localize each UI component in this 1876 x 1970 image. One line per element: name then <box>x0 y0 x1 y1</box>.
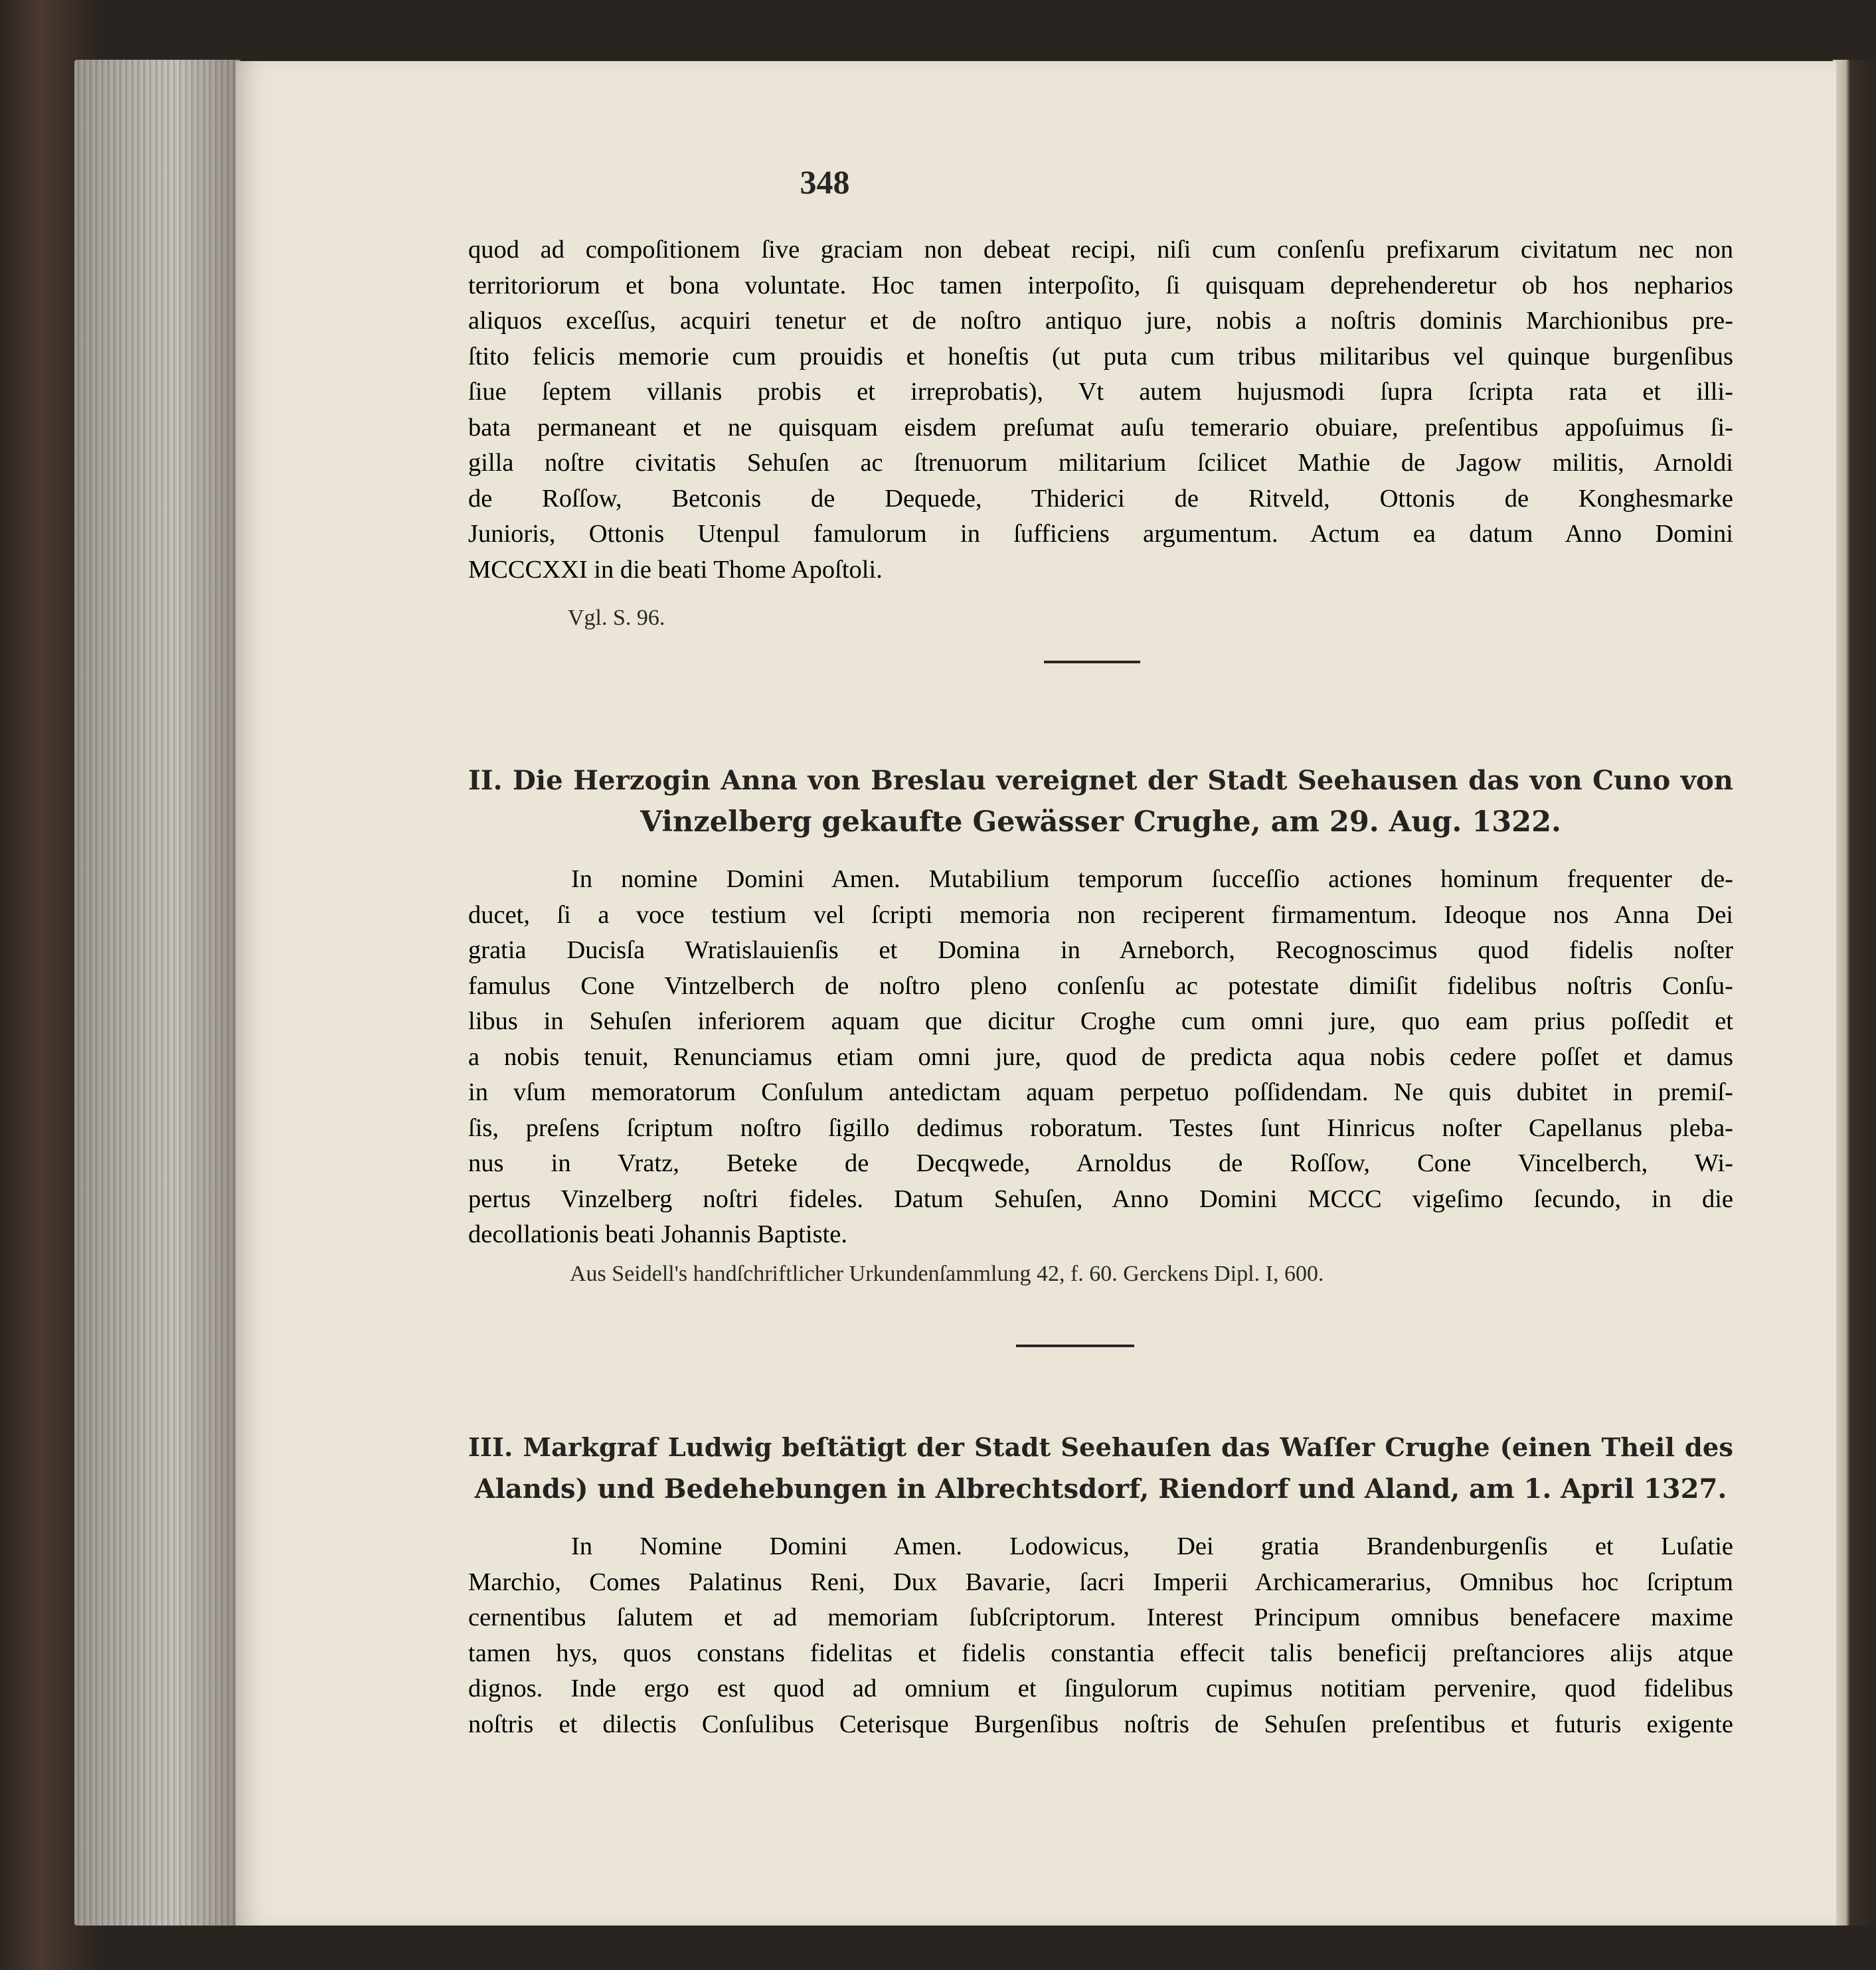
section-1-reference: Vgl. S. 96. <box>568 606 665 630</box>
text-line: gilla noſtre civitatis Sehuſen ac ſtrenuorum militarium ſcilicet Mathie de Jagow militis, Arnoldi <box>468 449 1733 477</box>
section-3-heading <box>468 1428 1733 1510</box>
text-line: a nobis tenuit, Renunciamus etiam omni jure, quod de predicta aqua nobis cedere poſſet et damus <box>468 1042 1733 1071</box>
text-line: bata permaneant et ne quisquam eisdem preſumat auſu temerario obuiare, preſentibus appoſuimus ſi- <box>468 413 1733 442</box>
separator-rule <box>1016 1345 1134 1347</box>
text-line: decollationis beati Johannis Baptiste. <box>468 1220 847 1248</box>
text-line: cernentibus ſalutem et ad memoriam ſubſcriptorum. Interest Principum omnibus benefacere maxime <box>468 1603 1733 1631</box>
text-line: libus in Sehuſen inferiorem aquam que dicitur Croghe cum omni jure, quo eam prius poſſedit et <box>468 1007 1733 1035</box>
text-line: pertus Vinzelberg noſtri fideles. Datum Sehuſen, Anno Domini MCCC vigeſimo ſecundo, in die <box>468 1185 1733 1213</box>
separator-rule <box>1044 661 1140 663</box>
book-page-edges <box>74 60 240 1926</box>
text-line: dignos. Inde ergo est quod ad omnium et ſingulorum cupimus notitiam pervenire, quod fidelibus <box>468 1675 1733 1702</box>
text-line: ſis, preſens ſcriptum noſtro ſigillo dedimus roboratum. Testes ſunt Hinricus noſter Capellanus pleba- <box>468 1113 1733 1142</box>
text-line: ducet, ſi a voce testium vel ſcripti memoria non reciperent firmamentum. Ideoque nos Anna Dei <box>468 900 1733 929</box>
text-line: ſiue ſeptem villanis probis et irreprobatis), Vt autem hujusmodi ſupra ſcripta rata et illi- <box>468 378 1733 406</box>
section-3-heading-line-1: III. Markgraf Ludwig beſtätigt der Stadt Seehauſen das Waſſer Crughe (einen Theil des <box>468 1433 1733 1463</box>
text-line: In nomine Domini Amen. Mutabilium temporum ſucceſſio actiones hominum frequenter de- <box>571 865 1733 893</box>
text-line: noſtris et dilectis Conſulibus Ceterisque Burgenſibus noſtris de Sehuſen preſentibus et futuris exigente <box>468 1710 1733 1738</box>
section-2-heading-line-2: Vinzelberg gekaufte Gewässer Crughe, am 29. Aug. 1322. <box>640 805 1561 839</box>
text-line: de Roſſow, Betconis de Dequede, Thiderici de Ritveld, Ottonis de Konghesmarke <box>468 484 1733 513</box>
text-line: Junioris, Ottonis Utenpul famulorum in ſufficiens argumentum. Actum ea datum Anno Domini <box>468 520 1733 548</box>
text-line: Marchio, Comes Palatinus Reni, Dux Bavarie, ſacri Imperii Archicamerarius, Omnibus hoc ſcriptum <box>468 1568 1733 1596</box>
text-line: tamen hys, quos constans fidelitas et fidelis constantia effecit talis beneficij preſtanciores alijs atque <box>468 1639 1733 1667</box>
text-line: In Nomine Domini Amen. Lodowicus, Dei gratia Brandenburgenſis et Luſatie <box>571 1532 1733 1560</box>
section-2-heading-line-1: II. Die Herzogin Anna von Breslau vereignet der Stadt Seehausen das von Cuno von <box>468 765 1733 796</box>
text-line: nus in Vratz, Beteke de Decqwede, Arnoldus de Roſſow, Cone Vincelberch, Wi- <box>468 1149 1733 1177</box>
section-2-reference: Aus Seidell's handſchriftlicher Urkundenſammlung 42, f. 60. Gerckens Dipl. I, 600. <box>570 1262 1324 1286</box>
page-number: 348 <box>800 163 850 201</box>
section-3-text <box>468 1529 1733 1742</box>
book-cover-edge <box>1833 60 1876 1926</box>
section-2-heading <box>468 760 1733 843</box>
section-2-text <box>468 862 1733 1253</box>
text-line: famulus Cone Vintzelberch de noſtro pleno conſenſu ac potestate dimiſit fidelibus noſtris Conſu- <box>468 971 1733 1000</box>
section-3-heading-line-2: Alands) und Bedehebungen in Albrechtsdorf, Riendorf und Aland, am 1. April 1327. <box>474 1473 1727 1505</box>
text-line: MCCCXXI in die beati Thome Apoſtoli. <box>468 555 883 584</box>
text-line: territoriorum et bona voluntate. Hoc tamen interpoſito, ſi quisquam deprehenderetur ob hos nepharios <box>468 271 1733 299</box>
text-line: gratia Ducisſa Wratislauienſis et Domina in Arneborch, Recognoscimus quod fidelis noſter <box>468 936 1733 964</box>
text-line: ſtito felicis memorie cum prouidis et honeſtis (ut puta cum tribus militaribus vel quinque burgenſibus <box>468 342 1733 370</box>
section-1-text <box>468 232 1733 588</box>
text-line: in vſum memoratorum Conſulum antedictam aquam perpetuo poſſidendam. Ne quis dubitet in premiſ- <box>468 1078 1733 1106</box>
text-line: aliquos exceſſus, acquiri tenetur et de noſtro antiquo jure, nobis a noſtris dominis Marchionibus pre- <box>468 307 1733 335</box>
text-line: quod ad compoſitionem ſive graciam non debeat recipi, niſi cum conſenſu prefixarum civitatum nec non <box>468 236 1733 264</box>
